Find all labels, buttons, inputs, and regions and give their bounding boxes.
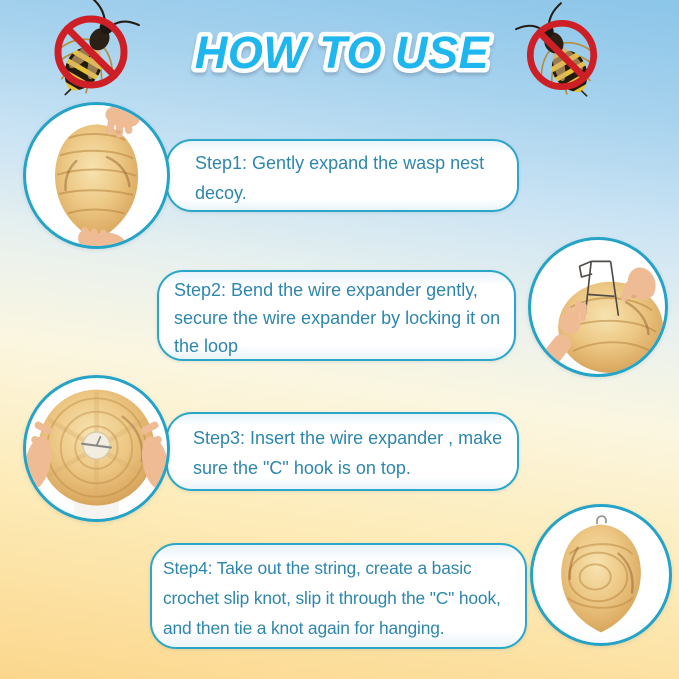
step-4-photo [530,504,672,646]
title-banner [139,12,545,92]
nest-bottom-view-illustration [26,378,167,519]
step-2-photo [528,237,668,377]
step-1-text: Step1: Gently expand the wasp nest decoy. [195,153,485,203]
nest-expand-illustration [26,105,167,246]
step-3-card [166,412,519,491]
hand-right [620,264,660,304]
step-4-card [150,543,527,649]
hand-top [103,105,141,138]
step-2-card [157,270,516,361]
step-3-photo [23,375,170,522]
page-title: HOW TO USE [194,27,490,78]
wire-expander-illustration [531,240,665,374]
no-wasp-icon-left [41,2,141,102]
step-1-card [166,139,519,212]
step-3-text: Step3: Insert the wire expander , make sure the "C" hook is on top. [193,428,503,478]
wire-through-hole [82,432,111,459]
step-4-text: Step4: Take out the string, create a basic crochet slip knot, slip it through the "C" hook, and then tie a knot again for hanging. [163,558,501,638]
step-1-photo [23,102,170,249]
finished-decoy-illustration [533,507,669,643]
hanging-hook [597,516,606,523]
step-2-text: Step2: Bend the wire expander gently, secure the wire expander by locking it on the loop [174,280,501,356]
